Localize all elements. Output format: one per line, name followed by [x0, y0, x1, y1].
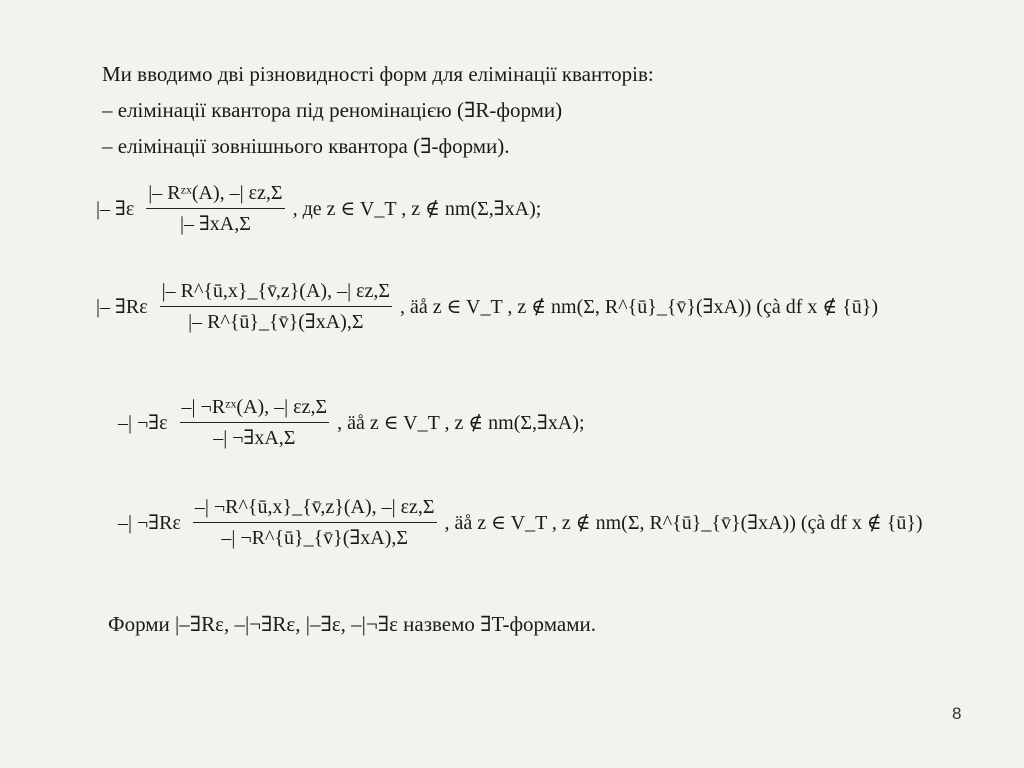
fraction-bar — [160, 306, 392, 307]
rule-denominator: |– ∃xA,Σ — [179, 213, 251, 235]
fraction-bar — [193, 522, 437, 523]
intro-line-3: – елімінації зовнішнього квантора (∃-форми). — [102, 134, 510, 158]
rule-numerator: |– Rᶻˣ(A), –| εz,Σ — [148, 182, 283, 204]
intro-line-1: Ми вводимо дві різновидності форм для елімінації кванторів: — [102, 62, 654, 86]
rule-fraction — [180, 394, 330, 451]
conclusion-text: Форми |–∃Rε, –|¬∃Rε, |–∃ε, –|¬∃ε назвемо ∃T-формами. — [108, 612, 596, 636]
fraction-bar — [180, 422, 330, 423]
fraction-bar — [146, 208, 284, 209]
rule-not-exists-eps — [118, 394, 585, 451]
rule-denominator: |– R^{ū}_{v̄}(∃xA),Σ — [188, 311, 364, 333]
intro-text — [102, 56, 654, 164]
rule-fraction — [193, 494, 437, 551]
rule-label: |– ∃ε — [96, 198, 135, 220]
rule-not-exists-r-eps — [118, 494, 923, 551]
page-number: 8 — [952, 704, 962, 723]
rule-label: |– ∃Rε — [96, 296, 148, 318]
intro-line-2: – елімінації квантора під реномінацією (∃R-форми) — [102, 98, 563, 122]
rule-fraction — [160, 278, 392, 335]
rule-exists-eps — [96, 180, 541, 237]
rule-numerator: |– R^{ū,x}_{v̄,z}(A), –| εz,Σ — [161, 280, 390, 302]
rule-condition: , äå z ∈ V_T , z ∉ nm(Σ, R^{ū}_{v̄}(∃xA)) (çà df x ∉ {ū}) — [444, 512, 923, 534]
rule-label: –| ¬∃Rε — [118, 512, 181, 534]
rule-denominator: –| ¬∃xA,Σ — [213, 427, 296, 449]
rule-label: –| ¬∃ε — [118, 412, 168, 434]
rule-numerator: –| ¬R^{ū,x}_{v̄,z}(A), –| εz,Σ — [194, 496, 435, 518]
rule-denominator: –| ¬R^{ū}_{v̄}(∃xA),Σ — [221, 527, 409, 549]
rule-condition: , äå z ∈ V_T , z ∉ nm(Σ, R^{ū}_{v̄}(∃xA)) (çà df x ∉ {ū}) — [399, 296, 879, 318]
rule-condition: , де z ∈ V_T , z ∉ nm(Σ,∃xA); — [292, 198, 542, 220]
rule-numerator: –| ¬Rᶻˣ(A), –| εz,Σ — [181, 396, 328, 418]
rule-fraction — [146, 180, 284, 237]
rule-condition: , äå z ∈ V_T , z ∉ nm(Σ,∃xA); — [337, 412, 585, 434]
rule-exists-r-eps — [96, 278, 878, 335]
